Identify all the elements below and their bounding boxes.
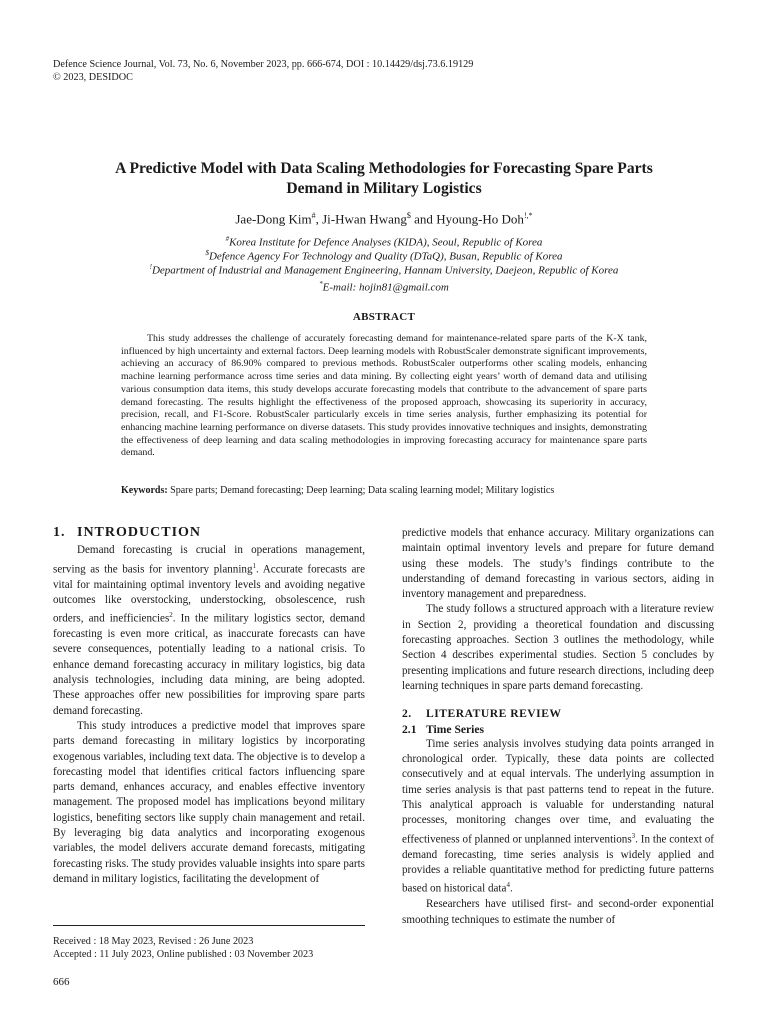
author-1-mark: # xyxy=(311,211,316,220)
author-3-mark: !,* xyxy=(523,211,533,220)
affiliation-text: Department of Industrial and Management Engineering, Hannam University, Daejeon, Republic of Korea xyxy=(151,264,619,277)
author-2-mark: $ xyxy=(406,211,411,220)
title-line-1: A Predictive Model with Data Scaling Methodologies for Forecasting Spare Parts xyxy=(115,160,653,177)
author-separator: and xyxy=(410,211,437,227)
section-heading-literature-review xyxy=(402,706,714,721)
text-span: . Accurate forecasts are vital for maintaining optimal inventory levels and avoiding negative outcomes like overstocking, understocking, obsolescence, rush orders, and inefficiencies xyxy=(53,563,365,625)
text-span: . xyxy=(509,882,513,895)
abstract-text: This study addresses the challenge of accurately forecasting demand for maintenance-related spare parts of the K-X tank, influenced by high uncertainty and external factors. Deep learning models with RobustScaler demonstrate significant improvements, achieving an accuracy of 86.90% compared to previous methods. RobustScaler outperforms other scaling models, enhancing machine learning performance across time series and data mining. By collecting eight years’ worth of demand data and utilising various consumption data items, this study develops accurate forecasting models that contribute to the advancement of spare parts demand forecasting. The results highlight the effectiveness of the proposed approach, showcasing its superiority in accuracy, precision, recall, and F1-Score. RobustScaler particularly excels in time series analysis, further emphasizing its potential for enhancing machine learning performance on diverse datasets. This study provides innovative techniques and insights, demonstrating the effectiveness of deep learning and data scaling methodologies in improving forecasting accuracy for maintenance spare parts demand. xyxy=(121,333,647,459)
keywords-label: Keywords: xyxy=(121,485,168,496)
citation-ref: 1 xyxy=(252,561,257,570)
right-column xyxy=(402,526,714,928)
intro-paragraph-3: The study follows a structured approach with a literature review in Section 2, providing a theoretical foundation and discussing forecasting approaches. Section 3 outlines the methodology, while Section 4 describes experimental studies. Section 5 concludes by presenting implications and future research directions, including deep learning techniques in spare parts demand forecasting. xyxy=(402,603,714,692)
citation-line: Defence Science Journal, Vol. 73, No. 6, November 2023, pp. 666-674, DOI : 10.14429/dsj.73.6.19129 xyxy=(53,59,474,70)
subsection-heading-time-series xyxy=(402,722,714,737)
author-1: Jae-Dong Kim xyxy=(235,211,312,227)
keywords xyxy=(121,485,554,496)
page-number: 666 xyxy=(53,976,70,988)
paper-title xyxy=(40,159,728,199)
copyright-line: © 2023, DESIDOC xyxy=(53,71,133,83)
title-line-2: Demand in Military Logistics xyxy=(286,180,482,197)
journal-header xyxy=(53,59,473,84)
affiliation-mark: * xyxy=(319,280,323,288)
author-separator: , xyxy=(315,211,323,227)
submission-dates xyxy=(53,935,313,961)
received-date: Received : 18 May 2023, Revised : 26 June 2023 xyxy=(53,936,254,947)
affiliation-text: Defence Agency For Technology and Quality (DTaQ), Busan, Republic of Korea xyxy=(208,250,563,263)
footnote-divider xyxy=(53,925,365,926)
citation-ref: 4 xyxy=(506,881,510,890)
section-number: 2. xyxy=(402,707,412,721)
affiliation-2 xyxy=(40,249,728,263)
section-heading-introduction xyxy=(53,525,365,540)
affiliation-mark: ! xyxy=(149,263,152,271)
intro-paragraph-2: This study introduces a predictive model that improves spare parts demand forecasting in military logistics by incorporating exogenous variables, including text data. The objective is to develop a forecasting model that identifies critical factors influencing spare parts demand, enhances accuracy, and enables effective inventory management. The proposed model has implications beyond military logistics, benefiting sectors like supply chain management and retail. By leveraging big data analytics and incorporating exogenous variables, the model delivers accurate demand forecasts, mitigating forecasting risks. The study provides valuable insights into spare parts demand in military logistics, facilitating the development of xyxy=(53,719,365,885)
left-column xyxy=(53,525,365,887)
intro-paragraph-1 xyxy=(53,543,365,719)
intro-paragraph-2-continued: predictive models that enhance accuracy. Military organizations can maintain optimal inventory levels and prepare for future demand using these models. The study’s findings contribute to the understanding of demand forecasting in various sectors, aiding in inventory management and preparedness. xyxy=(402,527,714,601)
section-number: 1. xyxy=(53,525,66,540)
contact-email xyxy=(40,280,728,294)
affiliation-3 xyxy=(40,263,728,277)
citation-ref: 2 xyxy=(169,611,173,620)
affiliation-1 xyxy=(40,235,728,249)
keywords-text: Spare parts; Demand forecasting; Deep learning; Data scaling learning model; Military logistics xyxy=(170,485,555,496)
time-series-paragraph-1 xyxy=(402,737,714,897)
subsection-title: Time Series xyxy=(426,722,485,736)
text-span: Time series analysis involves studying data points arranged in chronological order. Typically, these data points are collected consecutively and at equal intervals. The underlying assumption in time series analysis is that past patterns tend to repeat in the future. This analytical approach is valuable for understanding natural processes, monitoring changes over time, and evaluating the effectiveness of planned or unplanned interventions xyxy=(402,737,714,846)
subsection-number: 2.1 xyxy=(402,722,417,736)
section-title: LITERATURE REVIEW xyxy=(426,707,562,721)
citation-ref: 3 xyxy=(631,831,636,840)
affiliation-text: Korea Institute for Defence Analyses (KIDA), Seoul, Republic of Korea xyxy=(229,236,543,249)
author-2: Ji-Hwan Hwang xyxy=(322,211,407,227)
author-3: Hyoung-Ho Doh xyxy=(436,211,524,227)
affiliation-text: E-mail: hojin81@gmail.com xyxy=(322,281,449,294)
time-series-paragraph-2: Researchers have utilised first- and second-order exponential smoothing techniques to estimate the number of xyxy=(402,898,714,926)
text-span: Demand forecasting is crucial in operations management, serving as the basis for inventory planning xyxy=(53,544,365,576)
text-span: . In the military logistics sector, demand forecasting is even more critical, as inaccurate forecasts can have severe consequences, potentially leading to a national crisis. To enhance demand forecasting accuracy in military logistics, big data analysis technologies, including data mining, are being adopted. These approaches offer new possibilities for improving spare parts demand forecasting. xyxy=(53,612,366,717)
affiliation-mark: $ xyxy=(205,249,209,257)
text-span: . In the context of demand forecasting, time series analysis is widely applied and provides a reliable quantitative method for predicting future patterns based on historical data xyxy=(402,833,714,895)
affiliation-mark: # xyxy=(225,235,230,243)
abstract-heading: ABSTRACT xyxy=(352,311,416,323)
author-list xyxy=(40,211,728,227)
accepted-date: Accepted : 11 July 2023, Online published : 03 November 2023 xyxy=(53,949,314,960)
section-title: INTRODUCTION xyxy=(77,525,202,540)
